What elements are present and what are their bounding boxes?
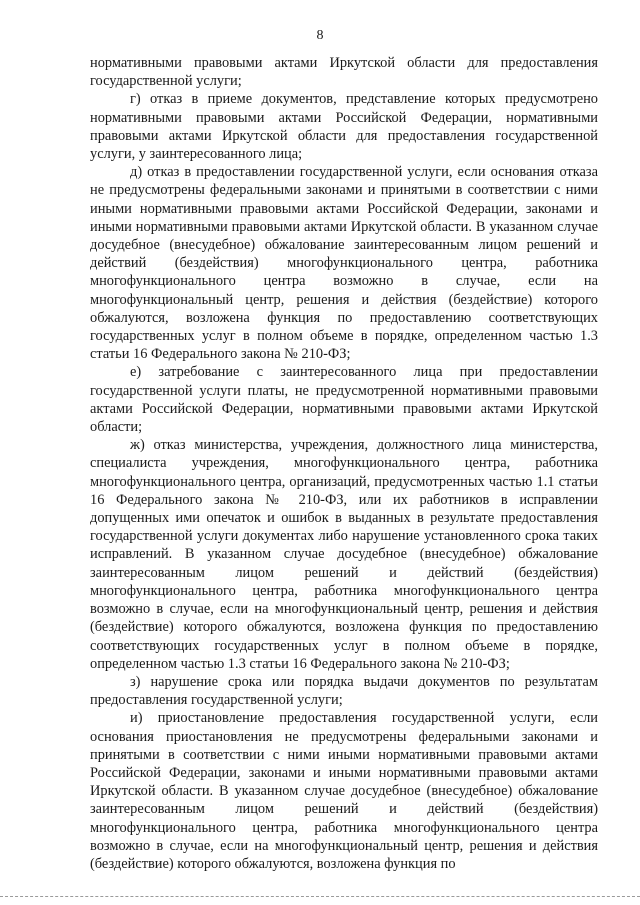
paragraph-item-d: д) отказ в предоставлении государственной услуги, если основания отказа не предусмотрены федеральными законами и принятыми в соответствии с ними иными нормативными правовыми актами Российской Федерации, законами и иными нормативными правовыми актами Иркутской области. В указанном случае досудебное (внесудебное) обжалование заинтересованным лицом решений и действий (бездействия) многофункционального центра, работника многофункционального центра возможно в случае, если на многофункциональный центр, решения и действия (бездействие) которого обжалуются, возложена функция по предоставлению соответствующих государственных услуг в полном объеме в порядке, определенном частью 1.3 статьи 16 Федерального закона № 210-ФЗ;: [90, 164, 598, 363]
paragraph-item-g: г) отказ в приеме документов, представление которых предусмотрено нормативными правовыми актами Российской Федерации, нормативными правовыми актами Иркутской области для предоставления государственной услуги, у заинтересованного лица;: [90, 91, 598, 163]
paragraph-item-z: з) нарушение срока или порядка выдачи документов по результатам предоставления государственной услуги;: [90, 673, 598, 709]
paragraph-continuation: нормативными правовыми актами Иркутской области для предоставления государственной услуги;: [90, 55, 598, 90]
document-body: [90, 54, 598, 873]
paragraph-item-i: и) приостановление предоставления государственной услуги, если основания приостановления не предусмотрены федеральными законами и принятыми в соответствии с ними иными нормативными правовыми актами Российской Федерации, законами и иными нормативными правовыми актами Иркутской области. В указанном случае досудебное (внесудебное) обжалование заинтересованным лицом решений и действий (бездействия) многофункционального центра, работника многофункционального центра возможно в случае, если на многофункциональный центр, решения и действия (бездействие) которого обжалуются, возложена функция по: [90, 710, 598, 872]
paragraph-item-zh: ж) отказ министерства, учреждения, должностного лица министерства, специалиста учреждения, многофункционального центра, работника многофункционального центра, организаций, предусмотренных частью 1.1 статьи 16 Федерального закона № 210-ФЗ, или их работников в исправлении допущенных ими опечаток и ошибок в выданных в результате предоставления государственной услуги документах либо нарушение установленного срока таких исправлений. В указанном случае досудебное (внесудебное) обжалование заинтересованным лицом решений и действий (бездействия) многофункционального центра, работника многофункционального центра возможно в случае, если на многофункциональный центр, решения и действия (бездействие) которого обжалуются, возложена функция по предоставлению соответствующих государственных услуг в полном объеме в порядке, определенном частью 1.3 статьи 16 Федерального закона № 210-ФЗ;: [90, 437, 598, 672]
scan-edge-line: [0, 896, 640, 897]
paragraph-item-e: е) затребование с заинтересованного лица при предоставлении государственной услуги платы, не предусмотренной нормативными правовыми актами Российской Федерации, нормативными правовыми актами Иркутской области;: [90, 364, 598, 436]
page-number: 8: [316, 28, 324, 43]
